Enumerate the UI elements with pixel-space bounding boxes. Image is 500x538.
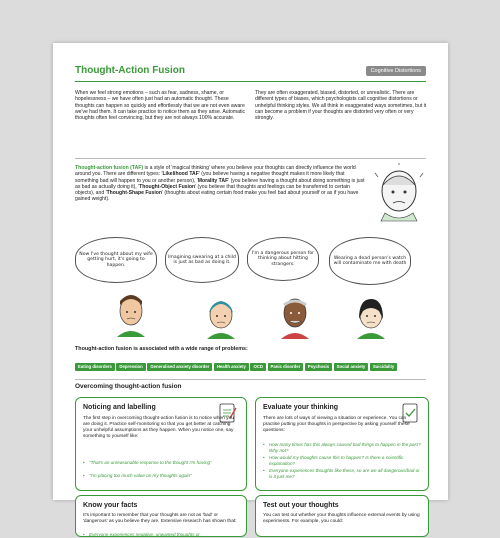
page-title: Thought-Action Fusion — [75, 65, 185, 76]
thinking-person-icon — [371, 163, 427, 221]
evaluate-quote: • Everyone experiences thoughts like these, so are we all dangerous/bad or is it just me? — [263, 468, 424, 479]
evaluate-text: There are lots of ways of viewing a situation or experience. You can practise putting your thoughts in perspective by asking yourself these questions: — [263, 416, 410, 433]
facts-quote: • Everyone experiences negative, unwanted thoughts or — [83, 532, 239, 538]
overcoming-heading: Overcoming thought-action fusion — [75, 383, 182, 390]
evaluate-quote: • How would my thoughts cause this to happen? Is there a scientific explanation? — [263, 455, 424, 466]
category-badge: Cognitive Distortions — [366, 66, 426, 76]
thought-bubble: I'm a dangerous person for thinking about hitting strangers. — [247, 237, 319, 281]
problems-heading: Thought-action fusion is associated with a wide range of problems: — [75, 346, 248, 352]
intro-divider — [75, 158, 426, 159]
facts-title: Know your facts — [83, 502, 138, 509]
test-text: You can test out whether your thoughts influence external events by using experiments. For example, you could: — [263, 513, 420, 524]
woman-worried-icon — [201, 293, 241, 341]
problem-tag: Eating disorders — [75, 363, 115, 371]
evaluate-card — [255, 397, 429, 491]
girl-worried-icon — [351, 293, 391, 341]
facts-card — [75, 495, 247, 537]
tfa-paragraph: Thought-action fusion (TAF) is a style of 'magical thinking' where you believe your thoughts can directly influence the world around you. There are different types: 'Likelihood TAF' (you believe having a negative thought makes it more likely that something bad will happen to you or another person), 'Morality TAF' (you believe having a thought about doing something is just as bad as actually doing it), 'Thought-Object Fusion' (you believe that thoughts and feelings can be transferred to certain objects), and 'Thought-Shape Fusion' (thoughts about eating certain food make you feel bad about yourself or as if you have gained weight). — [75, 165, 365, 203]
evaluate-title: Evaluate your thinking — [263, 404, 339, 411]
facts-text: It's important to remember that your thoughts are not as 'bad' or 'dangerous' as you believe they are. Extensive research has shown that: — [83, 513, 237, 524]
problem-tags — [75, 355, 426, 373]
noticing-text: The first step in overcoming thought-action fusion is to notice when you are doing it. Practice self-monitoring so that you get better at catching your unhelpful assumptions as they happen. When you notice one, say something to yourself like: — [83, 416, 234, 439]
evaluate-quote: • How many times has this always caused bad things to happen in the past? Why not? — [263, 442, 424, 453]
problem-tag: Panic disorder — [268, 363, 304, 371]
noticing-title: Noticing and labelling — [83, 404, 156, 411]
problem-tag: Psychosis — [305, 363, 332, 371]
worksheet-page — [53, 43, 448, 537]
problem-tag: Health anxiety — [214, 363, 249, 371]
header — [75, 63, 426, 81]
problem-tag: Generalised anxiety disorder — [147, 363, 212, 371]
section-divider — [75, 379, 426, 380]
test-card — [255, 495, 429, 537]
problem-tag: Depression — [116, 363, 145, 371]
thought-bubble: Now I've thought about my wife getting hurt, it's going to happen. — [75, 237, 157, 283]
man-worried-icon — [111, 287, 151, 339]
thought-bubble: Imagining swearing at a child is just as bad as doing it. — [165, 237, 239, 283]
thought-bubble: Wearing a dead person's watch will contaminate me with death — [329, 237, 411, 285]
intro-right: They are often exaggerated, biased, distorted, or unrealistic. There are different types of biases, which psychologists call cognitive distortions or unhelpful thinking styles. We all think in exaggerated ways sometimes, but it can become a problem if your thoughts are distorted very often or very strongly. — [255, 90, 427, 122]
problem-tag: Social anxiety — [334, 363, 369, 371]
intro-left: When we feel strong emotions – such as fear, sadness, shame, or hopelessness – we have often just had an automatic thought. These thoughts can happen so quickly and effortlessly that we are not even aware we've had them. It can take practice to notice them as they arise. Automatic thoughts often feel convincing, but they are not always 100% accurate. — [75, 90, 246, 122]
older-man-worried-icon — [275, 289, 315, 341]
problem-tag: OCD — [250, 363, 266, 371]
problem-tag: Suicidality — [370, 363, 398, 371]
header-divider — [75, 81, 426, 82]
test-title: Test out your thoughts — [263, 502, 339, 509]
noticing-card — [75, 397, 247, 491]
noticing-quote: • "That's an unreasonable response to the thought I'm having" — [83, 460, 239, 466]
noticing-quote: • "I'm placing too much value on my thoughts again" — [83, 473, 239, 479]
tfa-term: Thought-action fusion (TAF) — [75, 165, 144, 171]
